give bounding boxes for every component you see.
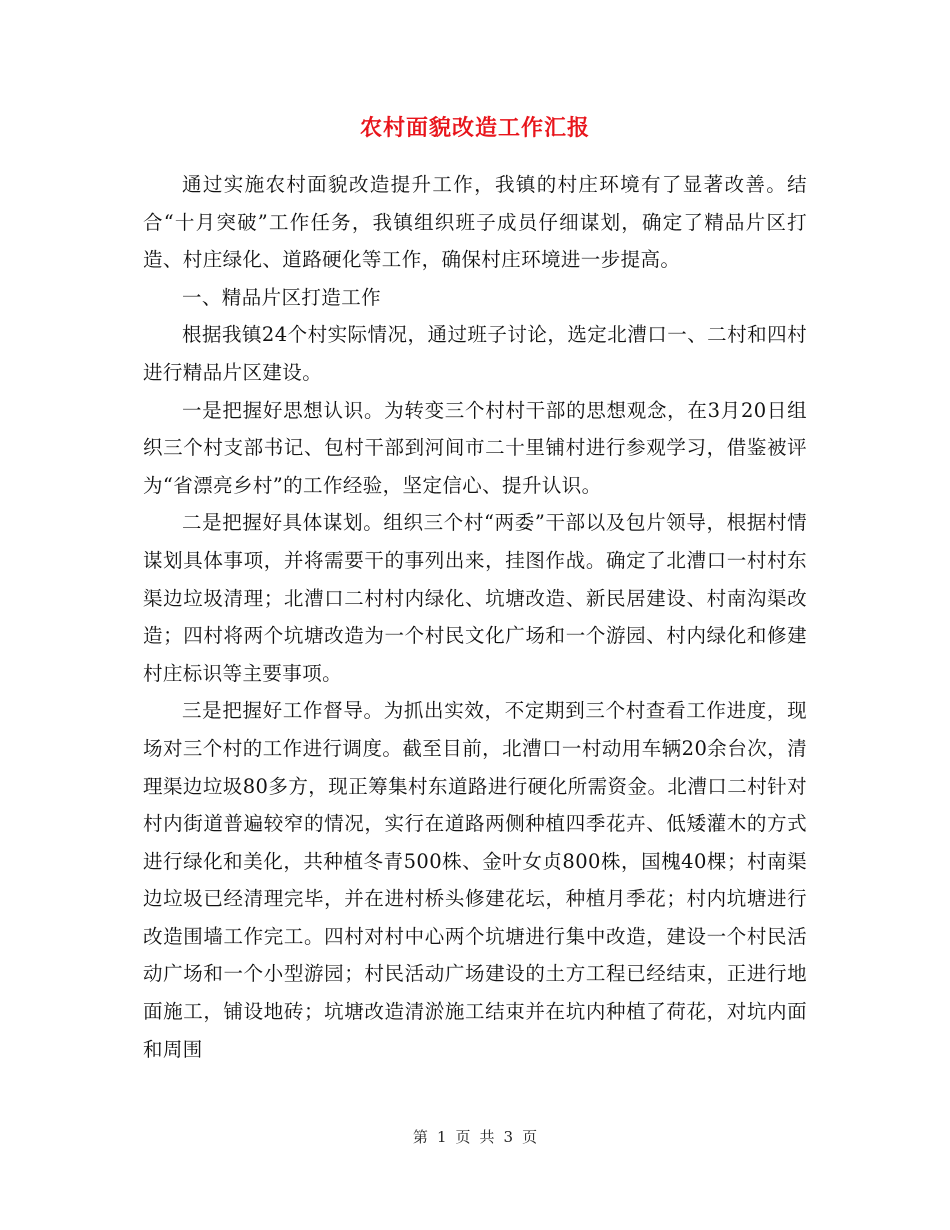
document-body — [143, 166, 807, 1068]
footer-prefix: 第 — [412, 1128, 428, 1146]
footer-current-page: 1 — [436, 1128, 447, 1146]
paragraph-supervision: 三是把握好工作督导。为抓出实效，不定期到三个村查看工作进度，现场对三个村的工作进行调度。截至目前，北漕口一村动用车辆20余台次，清理渠边垃圾80多方，现正筹集村东道路进行硬化所需资金。北漕口二村针对村内街道普遍较窄的情况，实行在道路两侧种植四季花卉、低矮灌木的方式进行绿化和美化，共种植冬青500株、金叶女贞800株，国槐40棵；村南渠边垃圾已经清理完毕，并在进村桥头修建花坛，种植月季花；村内坑塘进行改造围墙工作完工。四村对村中心两个坑塘进行集中改造，建设一个村民活动广场和一个小型游园；村民活动广场建设的土方工程已经结束，正进行地面施工，铺设地砖；坑塘改造清淤施工结束并在坑内种植了荷花，对坑内面和周围 — [143, 699, 807, 1061]
footer-total-label: 共 — [479, 1128, 495, 1146]
paragraph-planning: 二是把握好具体谋划。组织三个村“两委”干部以及包片领导，根据村情谋划具体事项，并将需要干的事列出来，挂图作战。确定了北漕口一村村东渠边垃圾清理；北漕口二村村内绿化、坑塘改造、新民居建设、村南沟渠改造；四村将两个坑塘改造为一个村民文化广场和一个游园、村内绿化和修建村庄标识等主要事项。 — [143, 511, 807, 685]
paragraph-intro: 通过实施农村面貌改造提升工作，我镇的村庄环境有了显著改善。结合“十月突破”工作任务，我镇组织班子成员仔细谋划，确定了精品片区打造、村庄绿化、道路硬化等工作，确保村庄环境进一步提高。 — [143, 173, 807, 272]
section-heading: 一、精品片区打造工作 — [182, 285, 382, 309]
paragraph-thinking: 一是把握好思想认识。为转变三个村村干部的思想观念，在3月20日组织三个村支部书记、包村干部到河间市二十里铺村进行参观学习，借鉴被评为“省漂亮乡村”的工作经验，坚定信心、提升认识。 — [143, 398, 807, 497]
footer-total-pages: 3 — [503, 1128, 514, 1146]
page-footer — [0, 1125, 950, 1149]
document-title: 农村面貌改造工作汇报 — [359, 115, 590, 141]
footer-page-label: 页 — [455, 1128, 471, 1146]
footer-suffix: 页 — [522, 1128, 538, 1146]
paragraph-village-selection: 根据我镇24个村实际情况，通过班子讨论，选定北漕口一、二村和四村进行精品片区建设。 — [143, 323, 807, 384]
